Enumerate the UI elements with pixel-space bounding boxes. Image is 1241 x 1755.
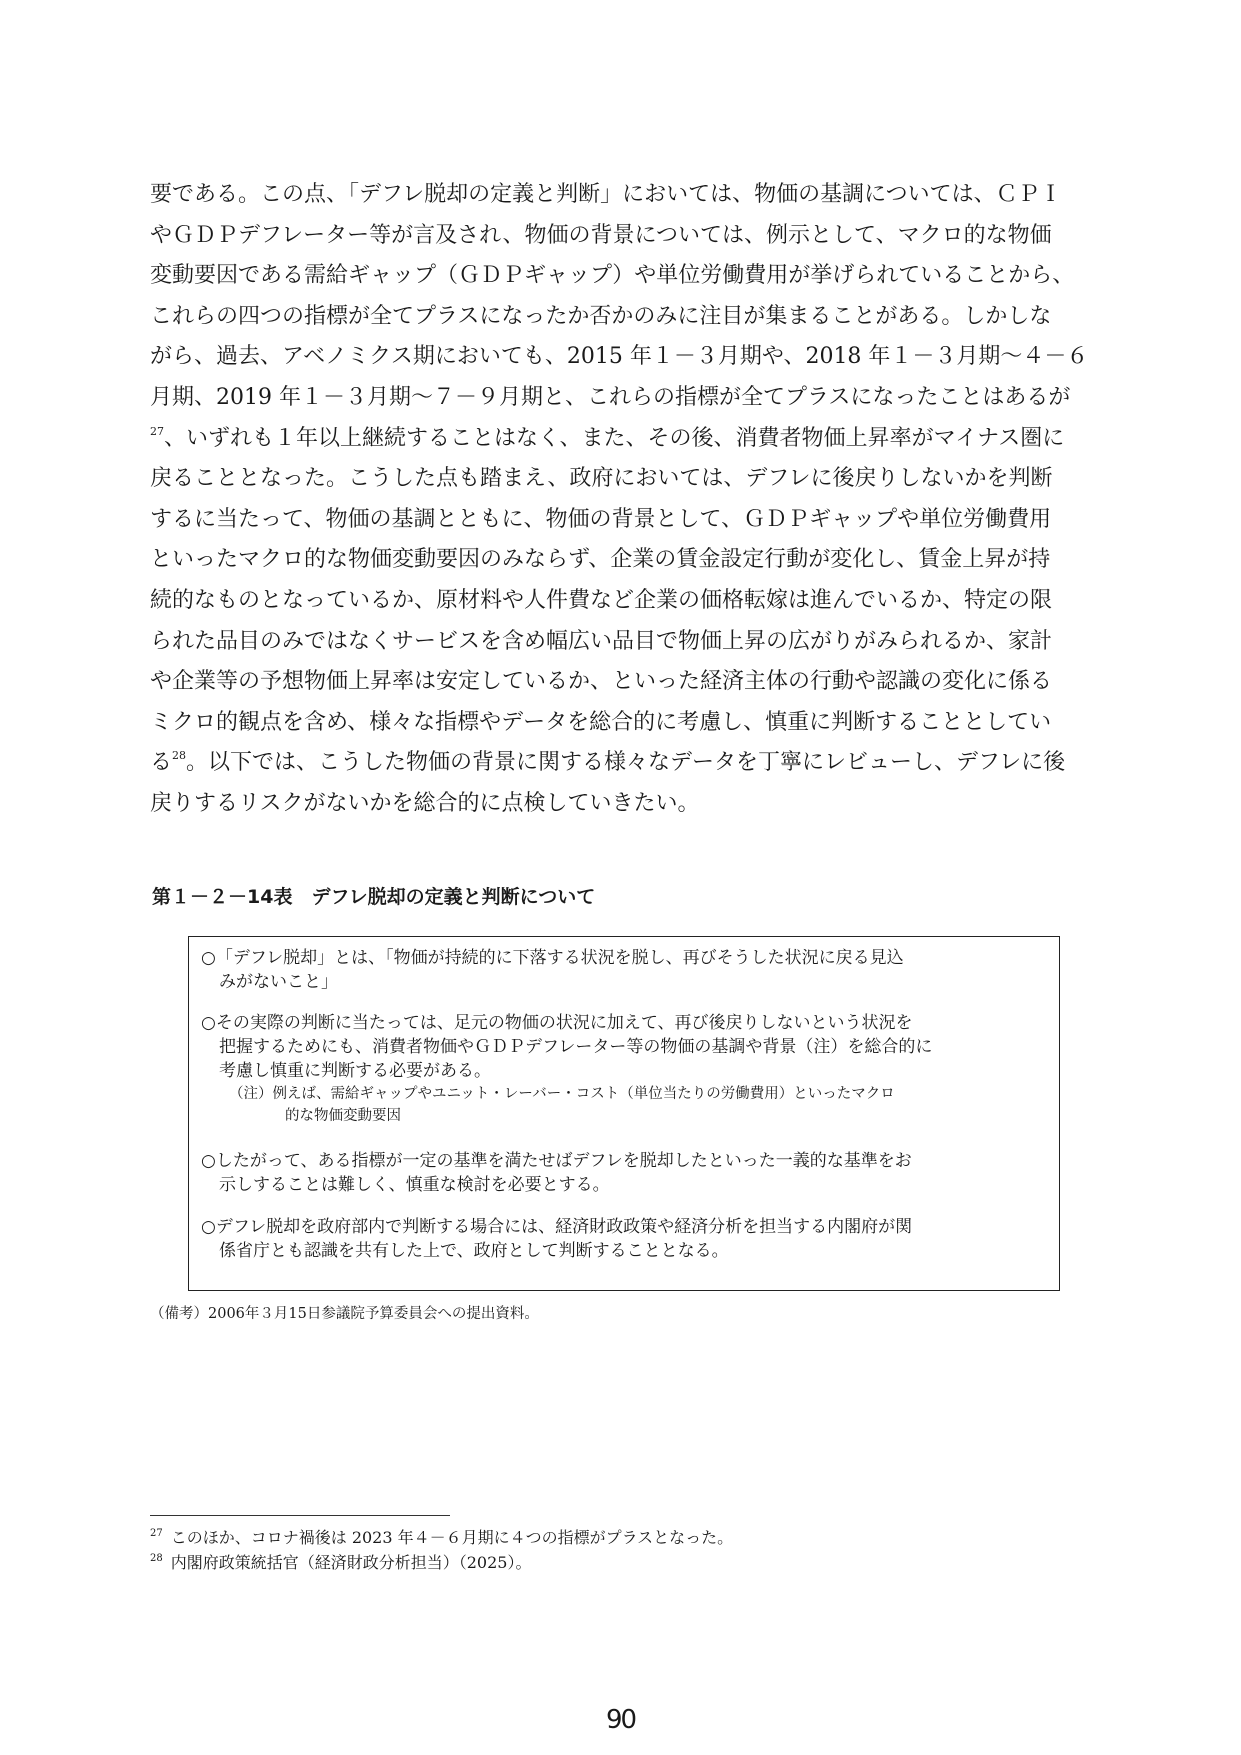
footnote-text: 内閣府政策統括官（経済財政分析担当）（2025）。 <box>170 1553 532 1572</box>
item-line: ○したがって、ある指標が一定の基準を満たせばデフレを脱却したといった一義的な基準をお <box>201 1151 912 1171</box>
body-line: これらの四つの指標が全てプラスになったか否かのみに注目が集まることがある。しかしな <box>150 303 1052 329</box>
government-item <box>201 1215 1046 1263</box>
body-line: や企業等の予想物価上昇率は安定しているか、といった経済主体の行動や認識の変化に係る <box>150 669 1053 695</box>
item-line: 示しすることは難しく、慎重な検討を必要とする。 <box>219 1175 610 1195</box>
body-line-prefix: る <box>150 750 173 776</box>
body-line: 要である。この点、「デフレ脱却の定義と判断」においては、物価の基調については、ＣＰＩ <box>150 182 1062 207</box>
body-line: やＧＤＰデフレーター等が言及され、物価の背景については、例示として、マクロ的な物価 <box>150 222 1052 248</box>
body-line: するに当たって、物価の基調とともに、物価の背景として、ＧＤＰギャップや単位労働費用 <box>150 506 1052 532</box>
definition-item <box>201 946 1046 994</box>
body-paragraph <box>150 175 1100 825</box>
page-number: 90 <box>605 1705 636 1735</box>
body-line: 変動要因である需給ギャップ（ＧＤＰギャップ）や単位労働費用が挙げられていることから、 <box>150 263 1075 289</box>
body-line-text: 、いずれも１年以上継続することはなく、また、その後、消費者物価上昇率がマイナス圏に <box>164 425 1065 451</box>
body-line-with-footnote <box>150 419 1100 460</box>
judgment-item <box>201 1011 1046 1083</box>
note-line: 的な物価変動要因 <box>285 1108 401 1124</box>
body-line: 月期、2019 年１－３月期～７－９月期と、これらの指標が全てプラスになったことはあるが <box>150 384 1071 410</box>
footnote-number: 28 <box>150 1553 163 1564</box>
item-line: ○「デフレ脱却」とは、「物価が持続的に下落する状況を脱し、再びそうした状況に戻る見込 <box>201 948 904 968</box>
footnote-divider <box>150 1515 450 1516</box>
footnote-27 <box>150 1522 733 1550</box>
body-line: 続的なものとなっているか、原材料や人件費など企業の価格転嫁は進んでいるか、特定の限 <box>150 587 1053 613</box>
note-line: （注）例えば、需給ギャップやユニット・レーバー・コスト（単位当たりの労働費用）といったマクロ <box>229 1086 895 1102</box>
footnote-ref-28[interactable]: 28 <box>172 749 187 763</box>
footnote-number: 27 <box>150 1528 163 1539</box>
item-line: みがないこと」 <box>219 972 338 992</box>
body-line: といったマクロ的な物価変動要因のみならず、企業の賃金設定行動が変化し、賃金上昇が持 <box>150 547 1051 573</box>
item-line: ○その実際の判断に当たっては、足元の物価の状況に加えて、再び後戻りしないという状況を <box>201 1013 913 1033</box>
table-title: 第１－２－14表 デフレ脱却の定義と判断について <box>152 886 596 908</box>
judgment-note <box>229 1083 1049 1127</box>
item-line: 考慮し慎重に判断する必要がある。 <box>219 1061 491 1081</box>
item-line: ○デフレ脱却を政府部内で判断する場合には、経済財政政策や経済分析を担当する内閣府が関 <box>201 1217 913 1237</box>
body-line: ミクロ的観点を含め、様々な指標やデータを総合的に考慮し、慎重に判断することとしてい <box>150 709 1052 735</box>
body-line: 戻ることとなった。こうした点も踏まえ、政府においては、デフレに後戻りしないかを判断 <box>150 466 1053 492</box>
footnote-text: このほか、コロナ禍後は 2023 年４－６月期に４つの指標がプラスとなった。 <box>170 1528 734 1547</box>
body-line: がら、過去、アベノミクス期においても、2015 年１－３月期や、2018 年１－３月期～４－６ <box>150 344 1089 370</box>
footnote-28 <box>150 1547 531 1575</box>
body-line-with-footnote <box>150 743 1100 784</box>
item-line: 係省庁とも認識を共有した上で、政府として判断することとなる。 <box>219 1241 729 1261</box>
body-line: 戻りするリスクがないかを総合的に点検していきたい。 <box>150 790 700 816</box>
body-line-text: 。以下では、こうした物価の背景に関する様々なデータを丁寧にレビューし、デフレに後 <box>186 750 1066 776</box>
footnote-ref-27[interactable]: 27 <box>150 424 164 438</box>
table-source-note: （備考）2006年３月15日参議院予算委員会への提出資料。 <box>150 1306 539 1322</box>
body-line: られた品目のみではなくサービスを含め幅広い品目で物価上昇の広がりがみられるか、家計 <box>150 628 1053 654</box>
item-line: 把握するためにも、消費者物価やＧＤＰデフレーター等の物価の基調や背景（注）を総合的に <box>219 1037 933 1057</box>
definition-box <box>188 936 1060 1291</box>
criteria-item <box>201 1149 1046 1197</box>
